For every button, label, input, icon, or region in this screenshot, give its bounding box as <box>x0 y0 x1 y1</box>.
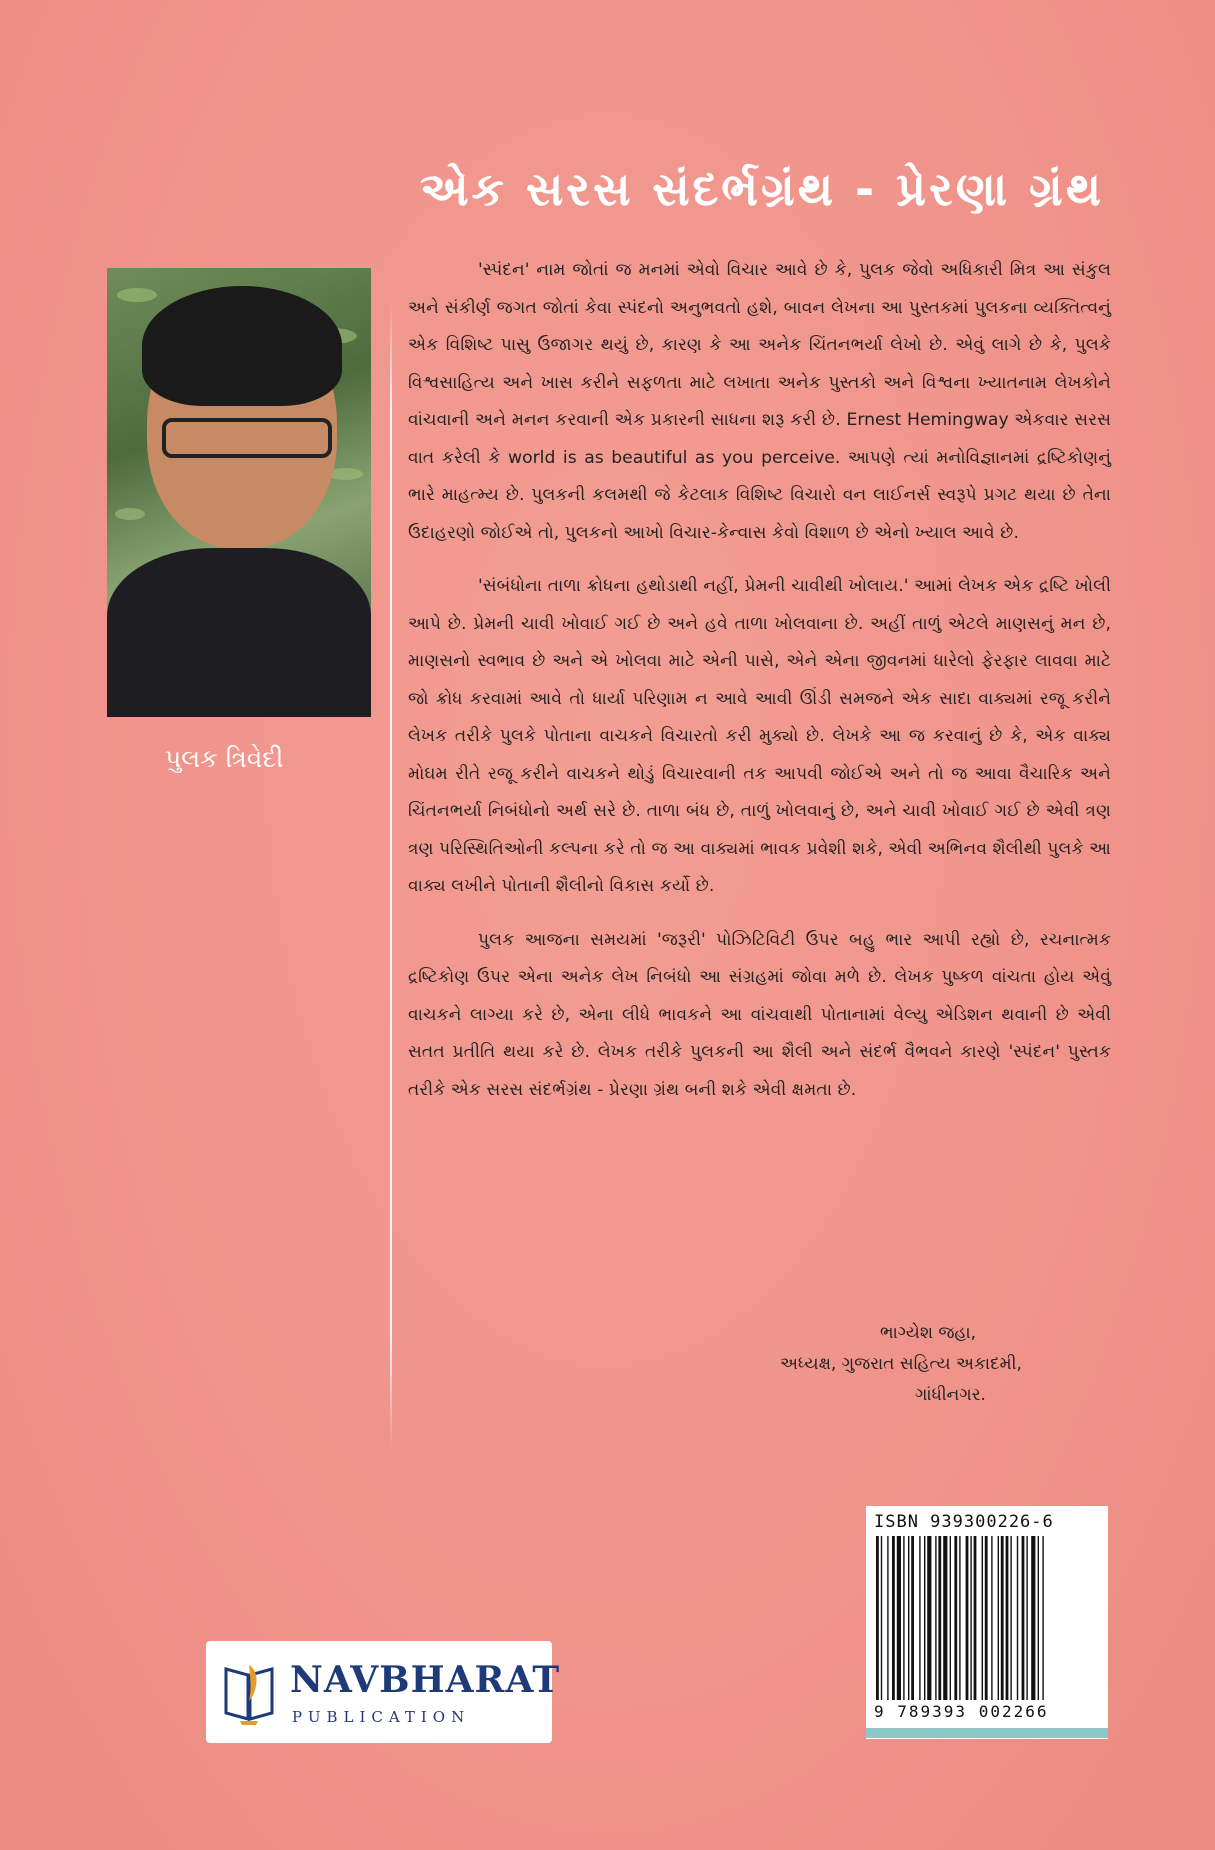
cover-title: એક સરસ સંદર્ભગ્રંથ - પ્રેરણા ગ્રંથ <box>420 162 1104 216</box>
barcode-bar <box>1017 1536 1018 1700</box>
author-photo <box>107 268 371 717</box>
barcode-bar <box>919 1536 920 1700</box>
barcode-bar <box>998 1536 999 1700</box>
barcode-bar <box>887 1536 888 1700</box>
barcode-bar <box>1042 1536 1043 1700</box>
barcode-bar <box>881 1536 882 1700</box>
barcode-bar <box>1001 1536 1004 1700</box>
barcode-bar <box>1038 1536 1039 1700</box>
author-name-caption: પુલક ત્રિવેદી <box>165 744 284 773</box>
barcode-bar <box>876 1536 879 1700</box>
barcode-bar <box>903 1536 904 1700</box>
publisher-name: NAVBHARAT <box>290 1659 561 1701</box>
barcode-bars <box>874 1536 1100 1700</box>
barcode-band <box>866 1728 1108 1738</box>
barcode-bar <box>908 1536 909 1700</box>
barcode-bar <box>1010 1536 1011 1700</box>
barcode-bar <box>911 1536 914 1700</box>
barcode-bar <box>970 1536 971 1700</box>
blurb-paragraph-3: પુલક આજના સમયમાં 'જરૂરી' પોઝિટિવિટી ઉપર બહુ ભાર આપી રહ્યો છે, રચનાત્મક દ્રષ્ટિકોણ ઉપર એના અનેક લેખ નિબંધો આ સંગ્રહમાં જોવા મળે છે. લેખક પુષ્કળ વાંચતા હોય એવું વાચકને લાગ્યા કરે છે, એના લીધે ભાવકને આ વાંચવાથી પોતાનામાં વેલ્યુ એડિશન થવાની છે એવી સતત પ્રતીતિ થયા કરે છે. લેખક તરીકે પુલકની આ શૈલી અને સંદર્ભ વૈભવને કારણે 'સ્પંદન' પુસ્તક તરીકે એક સરસ સંદર્ભગ્રંથ - પ્રેરણા ગ્રંથ બની શકે એવી ક્ષમતા છે. <box>408 929 1111 1100</box>
barcode-bar <box>950 1536 951 1700</box>
barcode-bar <box>1022 1536 1025 1700</box>
isbn-barcode <box>866 1506 1108 1739</box>
barcode-bar <box>1026 1536 1027 1700</box>
signature-block <box>760 1318 1120 1411</box>
barcode-number: 9 789393 002266 <box>874 1702 1049 1721</box>
barcode-bar <box>927 1536 931 1700</box>
book-quill-icon <box>222 1657 276 1727</box>
signature-place: ગાંધીનગર. <box>915 1385 986 1405</box>
barcode-bar <box>938 1536 941 1700</box>
barcode-bar <box>974 1536 977 1700</box>
barcode-bar <box>954 1536 957 1700</box>
barcode-bar <box>924 1536 925 1700</box>
blurb-paragraph-2: 'સંબંધોના તાળા ક્રોધના હથોડાથી નહીં, પ્રેમની ચાવીથી ખોલાય.' આમાં લેખક એક દ્રષ્ટિ ખોલી આપે છે. પ્રેમની ચાવી ખોવાઈ ગઈ છે અને હવે તાળા ખોલવાના છે. અહીં તાળું એટલે માણસનું મન છે, માણસનો સ્વભાવ છે અને એ ખોલવા માટે એની પાસે, એને એના જીવનમાં ધારેલો ફેરફાર લાવવા માટે જો ક્રોધ કરવામાં આવે તો ધાર્યા પરિણામ ન આવે આવી ઊંડી સમજને એક સાદા વાક્યમાં રજૂ કરીને લેખક તરીકે પુલકે પોતાના વાચકને વિચારતો કરી મુક્યો છે. લેખકે આ જ કરવાનું છે કે, એક વાક્ય મોઘમ રીતે રજૂ કરીને વાચકને થોડું વિચારવાની તક આપવી જોઈએ અને તો જ આવા વૈચારિક અને ચિંતનભર્યા નિબંધોનો અર્થ સરે છે. તાળા બંધ છે, તાળું ખોલવાનું છે, અને ચાવી ખોવાઈ ગઈ છે એવી ત્રણ ત્રણ પરિસ્થિતિઓની કલ્પના કરે તો જ આ વાક્યમાં ભાવક પ્રવેશી શકે, એવી અભિનવ શૈલીથી પુલકે આ વાક્ય લખીને પોતાની શૈલીનો વિકાસ કર્યો છે. <box>408 576 1111 896</box>
barcode-bar <box>943 1536 947 1700</box>
blurb-paragraph-1: 'સ્પંદન' નામ જોતાં જ મનમાં એવો વિચાર આવે છે કે, પુલક જેવો અધિકારી મિત્ર આ સંકુલ અને સંકીર્ણ જગત જોતાં કેવા સ્પંદનો અનુભવતો હશે, બાવન લેખના આ પુસ્તકમાં પુલકના વ્યક્તિત્વનું એક વિશિષ્ટ પાસુ ઉજાગર થયું છે, કારણ કે આ અનેક ચિંતનભર્યા લેખો છે. એવું લાગે છે કે, પુલકે વિશ્વસાહિત્ય અને ખાસ કરીને સફળતા માટે લખાતા અનેક પુસ્તકો અને વિશ્વના ખ્યાતનામ લેખકોને વાંચવાની અને મનન કરવાની એક પ્રકારની સાધના શરૂ કરી છે. Ernest Hemingway એકવાર સરસ વાત કરેલી કે world is as beautiful as you perceive. આપણે ત્યાં મનોવિજ્ઞાનમાં દ્રષ્ટિકોણનું ભારે માહત્મ્ય છે. પુલકની કલમથી જે કેટલાક વિશિષ્ટ વિચારો વન લાઈનર્સ સ્વરૂપે પ્રગટ થયા છે તેના ઉદાહરણો જોઈએ તો, પુલકનો આખો વિચાર-કેન્વાસ કેવો વિશાળ છે એનો ખ્યાલ આવે છે. <box>408 260 1111 543</box>
barcode-bar <box>1006 1536 1009 1700</box>
signature-role: અધ્યક્ષ, ગુજરાત સહિત્ય અકાદમી, <box>780 1354 1022 1374</box>
barcode-bar <box>966 1536 969 1700</box>
barcode-bar <box>991 1536 992 1700</box>
barcode-bar <box>1031 1536 1035 1700</box>
barcode-bar <box>985 1536 988 1700</box>
vertical-divider <box>390 300 392 1450</box>
barcode-bar <box>959 1536 960 1700</box>
blurb-text <box>408 252 1111 1125</box>
publisher-logo <box>206 1641 561 1743</box>
barcode-bar <box>935 1536 936 1700</box>
signature-name: ભાગ્યેશ જહા, <box>880 1323 977 1343</box>
barcode-bar <box>982 1536 983 1700</box>
barcode-bar <box>897 1536 901 1700</box>
barcode-bar <box>892 1536 895 1700</box>
publisher-subtitle: PUBLICATION <box>292 1708 471 1726</box>
isbn-label: ISBN 939300226-6 <box>874 1512 1054 1532</box>
